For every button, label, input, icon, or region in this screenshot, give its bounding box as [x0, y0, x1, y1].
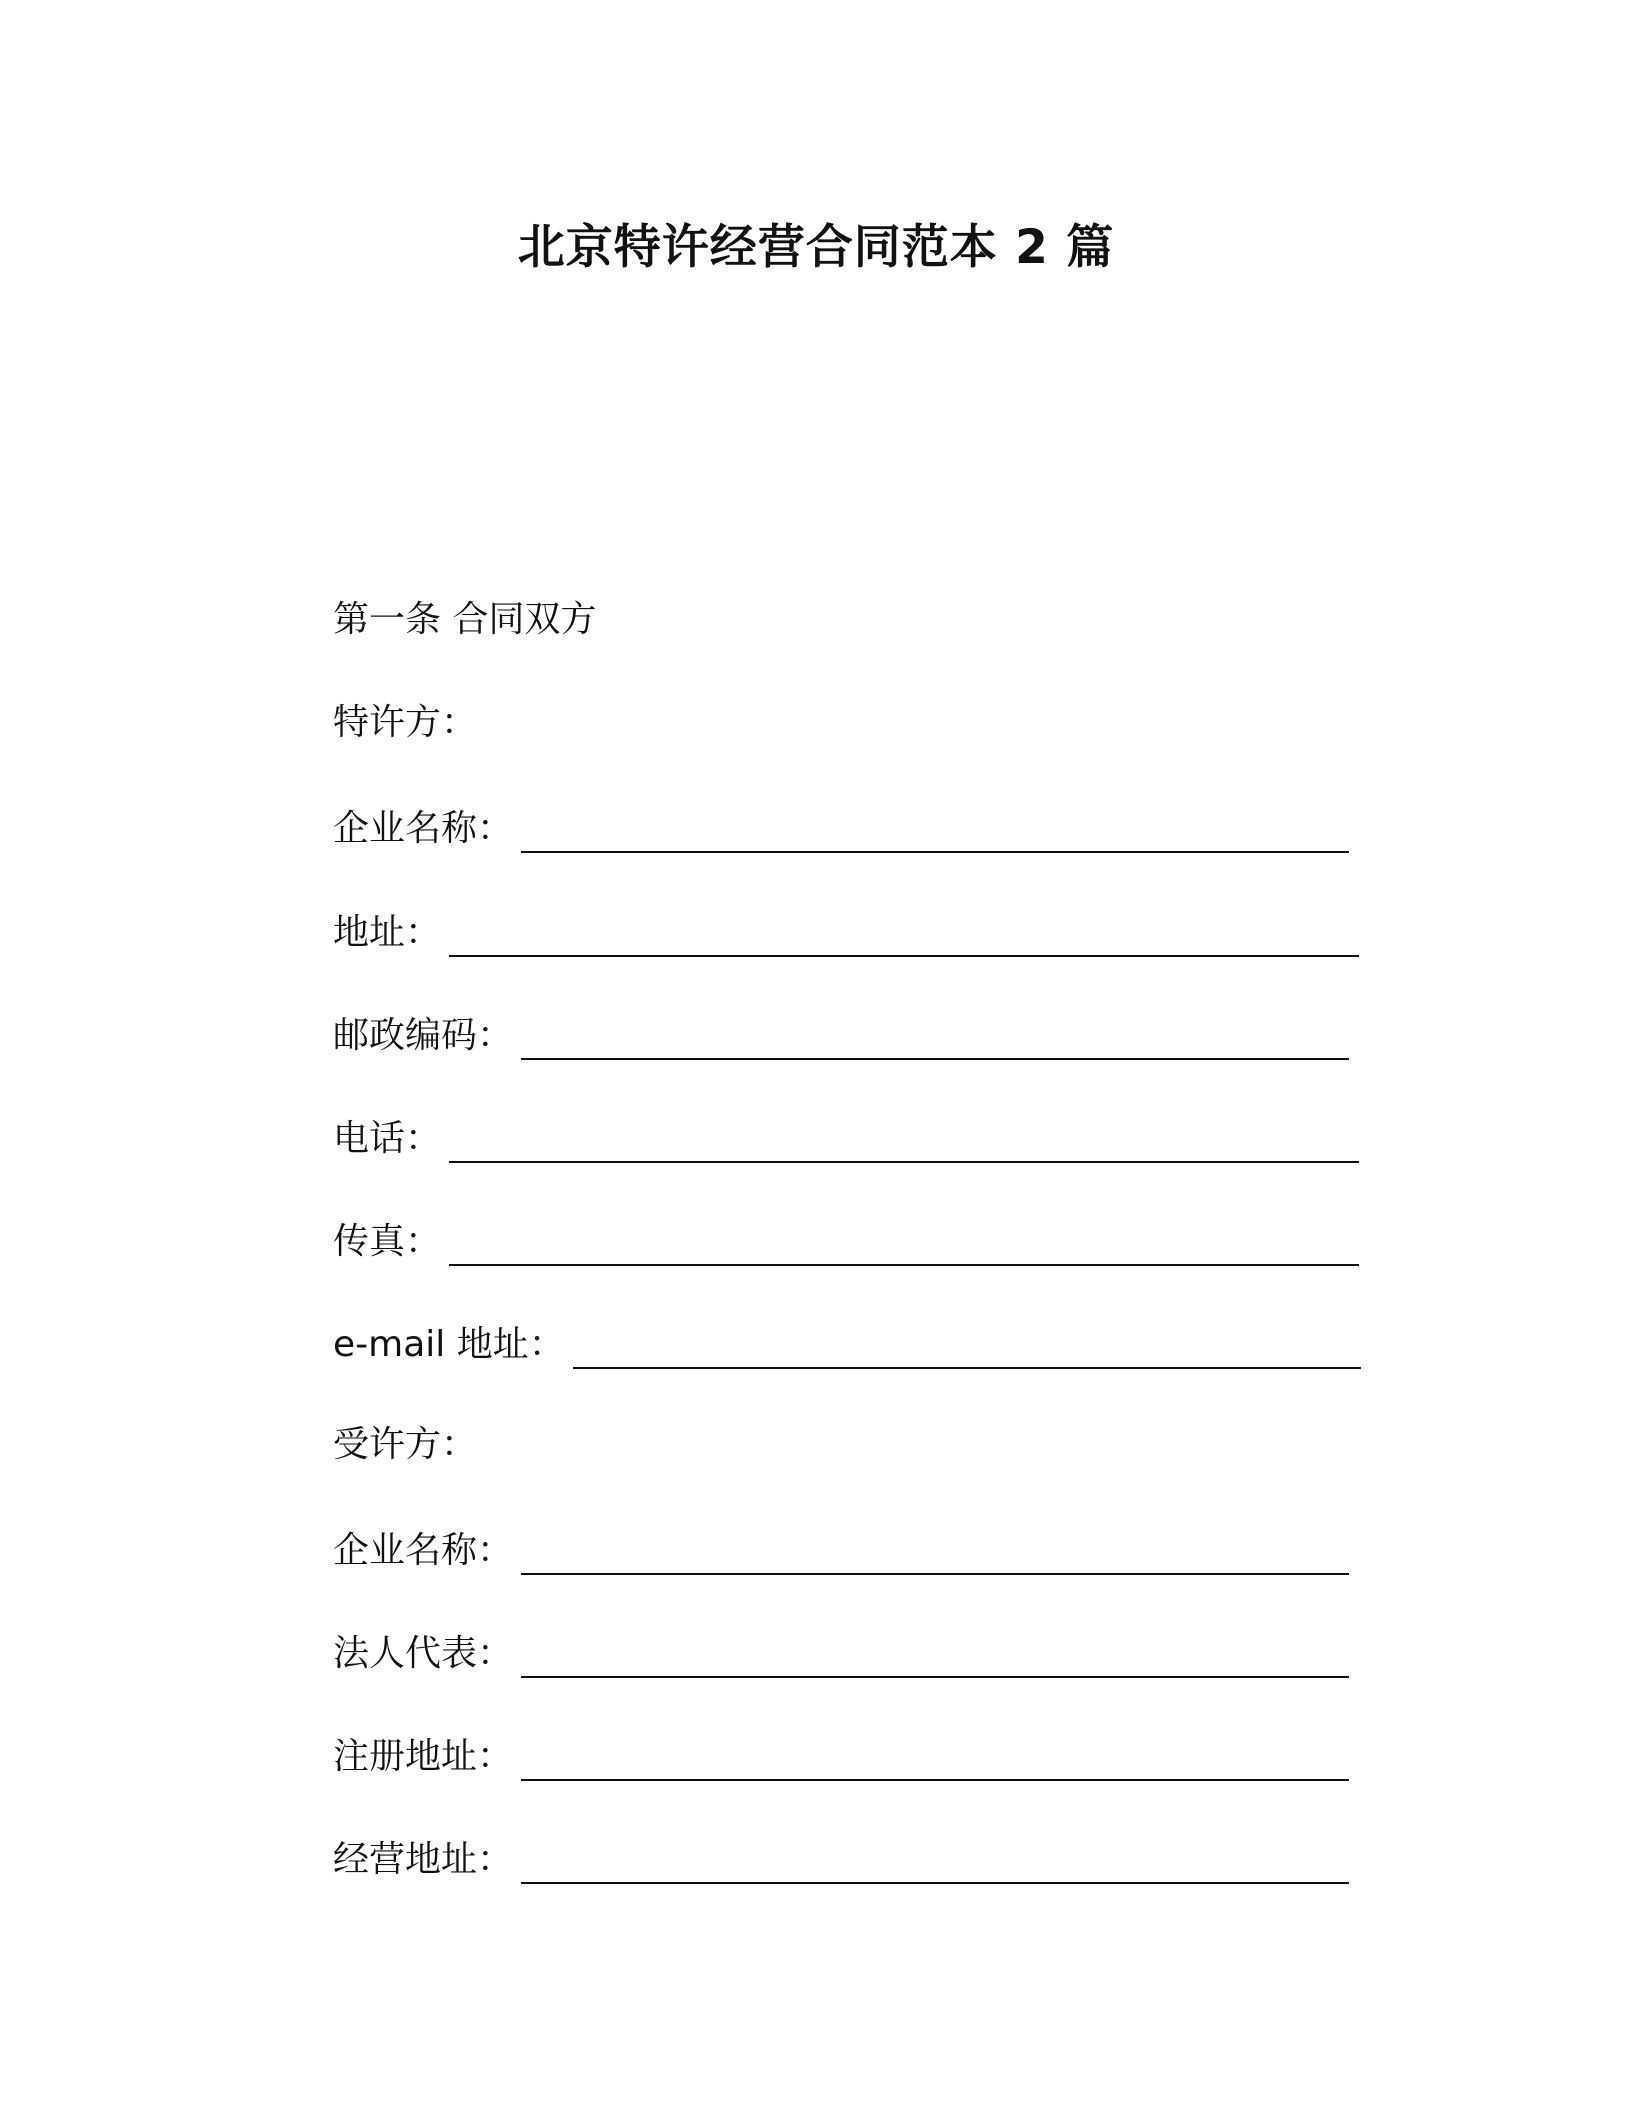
field-label: e-mail 地址： — [333, 1324, 565, 1365]
franchisor-phone-row — [333, 1115, 1359, 1163]
field-label: 电话： — [333, 1118, 442, 1159]
fill-in-blank[interactable] — [521, 1636, 1349, 1678]
field-label: 经营地址： — [333, 1839, 514, 1880]
franchisee-heading-text: 受许方： — [333, 1424, 478, 1465]
fill-in-blank[interactable] — [521, 811, 1349, 853]
franchisor-email-row — [333, 1321, 1361, 1369]
section-heading — [333, 596, 596, 644]
section-heading-text: 第一条 合同双方 — [333, 599, 597, 640]
franchisee-heading — [333, 1421, 477, 1469]
franchisee-legal-rep-row — [333, 1630, 1349, 1678]
field-label: 邮政编码： — [333, 1015, 514, 1056]
fill-in-blank[interactable] — [449, 915, 1359, 957]
document-title: 北京特许经营合同范本 2 篇 — [517, 220, 1115, 275]
franchisee-registered-address-row — [333, 1733, 1349, 1781]
fill-in-blank[interactable] — [521, 1533, 1349, 1575]
franchisee-company-name-row — [333, 1527, 1349, 1575]
field-label: 地址： — [333, 912, 442, 953]
franchisor-heading — [333, 699, 477, 747]
field-label: 企业名称： — [333, 808, 514, 849]
field-label: 企业名称： — [333, 1530, 514, 1571]
franchisor-fax-row — [333, 1218, 1359, 1266]
franchisee-business-address-row — [333, 1836, 1349, 1884]
franchisor-heading-text: 特许方： — [333, 702, 478, 743]
franchisor-address-row — [333, 909, 1359, 957]
fill-in-blank[interactable] — [521, 1018, 1349, 1060]
fill-in-blank[interactable] — [521, 1842, 1349, 1884]
franchisor-company-name-row — [333, 805, 1349, 853]
field-label: 法人代表： — [333, 1633, 514, 1674]
fill-in-blank[interactable] — [521, 1739, 1349, 1781]
franchisor-postal-code-row — [333, 1012, 1349, 1060]
field-label: 传真： — [333, 1221, 442, 1262]
fill-in-blank[interactable] — [449, 1224, 1359, 1266]
field-label: 注册地址： — [333, 1736, 514, 1777]
fill-in-blank[interactable] — [573, 1327, 1361, 1369]
fill-in-blank[interactable] — [449, 1121, 1359, 1163]
